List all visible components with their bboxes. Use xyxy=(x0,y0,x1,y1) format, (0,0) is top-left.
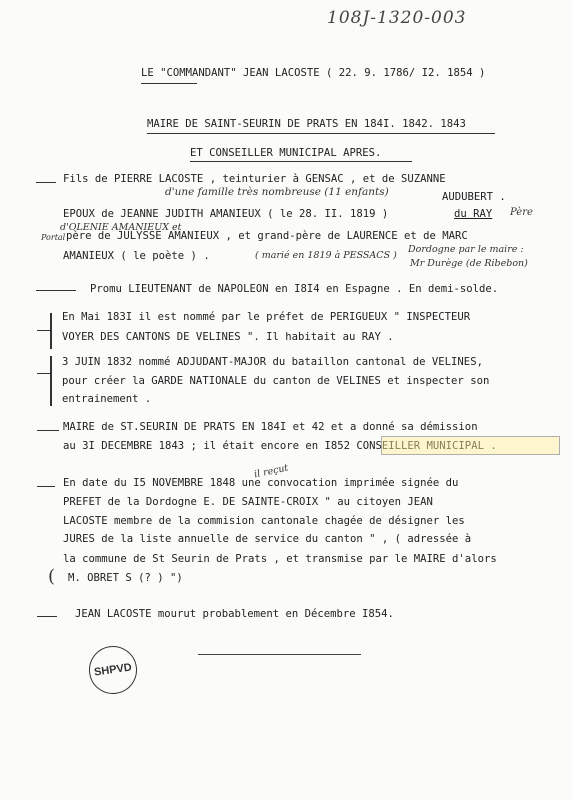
handwritten-note: ( marié en 1819 à PESSACS ) xyxy=(255,250,397,261)
text-line: la commune de St Seurin de Prats , et transmise par le MAIRE d'alors xyxy=(63,553,497,565)
handwritten-note: Portal xyxy=(41,233,66,242)
text-line: entrainement . xyxy=(62,393,152,405)
text-line: MAIRE de ST.SEURIN DE PRATS EN 184I et 42 et a donné sa démission xyxy=(63,421,478,433)
text-line: 3 JUIN 1832 nommé ADJUDANT-MAJOR du bataillon cantonal de VELINES, xyxy=(62,356,483,368)
subtitle-underline xyxy=(147,133,495,134)
text-line: père de JULYSSE AMANIEUX , et grand-père de LAURENCE et de MARC xyxy=(66,230,468,242)
margin-dash xyxy=(36,182,56,183)
text-line: au 3I DECEMBRE 1843 ; il était encore en I852 CONSEILLER MUNICIPAL . xyxy=(63,440,497,452)
text-line: En date du I5 NOVEMBRE 1848 une convocation imprimée signée du xyxy=(63,477,459,489)
handwritten-note: d'une famille très nombreuse (11 enfants) xyxy=(165,186,389,198)
text-line: LACOSTE membre de la commision cantonale chagée de désigner les xyxy=(63,515,465,527)
margin-bracket xyxy=(50,356,52,406)
text-line: VOYER DES CANTONS DE VELINES ". Il habitait au RAY . xyxy=(62,331,394,343)
text-line: En Mai 183I il est nommé par le préfet de PERIGUEUX " INSPECTEUR xyxy=(62,311,471,323)
text-line: PREFET de la Dordogne E. DE SAINTE-CROIX " au citoyen JEAN xyxy=(63,496,433,508)
text-line: JEAN LACOSTE mourut probablement en Décembre I854. xyxy=(75,608,394,620)
highlight xyxy=(381,436,560,455)
handwritten-note: Père xyxy=(510,207,533,218)
handwritten-note: il reçut xyxy=(253,462,290,481)
margin-paren: ( xyxy=(48,566,56,587)
title-underline xyxy=(141,83,197,84)
subtitle-line-2: ET CONSEILLER MUNICIPAL APRES. xyxy=(190,147,382,159)
text-line: Fils de PIERRE LACOSTE , teinturier à GENSAC , et de SUZANNE xyxy=(63,173,446,185)
margin-dash xyxy=(37,373,51,374)
archive-reference: 108J-1320-003 xyxy=(327,8,467,28)
text-underlined: du RAY xyxy=(454,208,493,220)
text-line: M. OBRET S (? ) ") xyxy=(68,572,183,584)
text-line: JURES de la liste annuelle de service du canton " , ( adressée à xyxy=(63,533,472,545)
text-line: pour créer la GARDE NATIONALE du canton de VELINES et inspecter son xyxy=(62,375,490,387)
handwritten-note: d'OLENIE AMANIEUX et xyxy=(60,222,182,233)
subtitle-underline-2 xyxy=(190,161,412,162)
society-stamp: SHPVD xyxy=(86,643,140,697)
text-line: EPOUX de JEANNE JUDITH AMANIEUX ( le 28. II. 1819 ) xyxy=(63,208,389,220)
margin-dash xyxy=(36,290,76,291)
margin-dash xyxy=(37,330,51,331)
text-line: Promu LIEUTENANT de NAPOLEON en I8I4 en Espagne . En demi-solde. xyxy=(90,283,499,295)
margin-dash xyxy=(37,616,57,617)
subtitle-line: MAIRE DE SAINT-SEURIN DE PRATS EN 184I. 1842. 1843 xyxy=(147,118,466,130)
handwritten-note: Mr Durège (de Ribebon) xyxy=(410,258,528,269)
handwritten-note: Dordogne par le maire : xyxy=(408,244,524,255)
text-line: AUDUBERT . xyxy=(442,191,506,203)
title-line: LE "COMMANDANT" JEAN LACOSTE ( 22. 9. 1786/ I2. 1854 ) xyxy=(141,67,486,79)
text-line: AMANIEUX ( le poète ) . xyxy=(63,250,210,262)
margin-dash xyxy=(37,430,59,431)
end-rule xyxy=(198,654,361,655)
margin-dash xyxy=(37,486,55,487)
